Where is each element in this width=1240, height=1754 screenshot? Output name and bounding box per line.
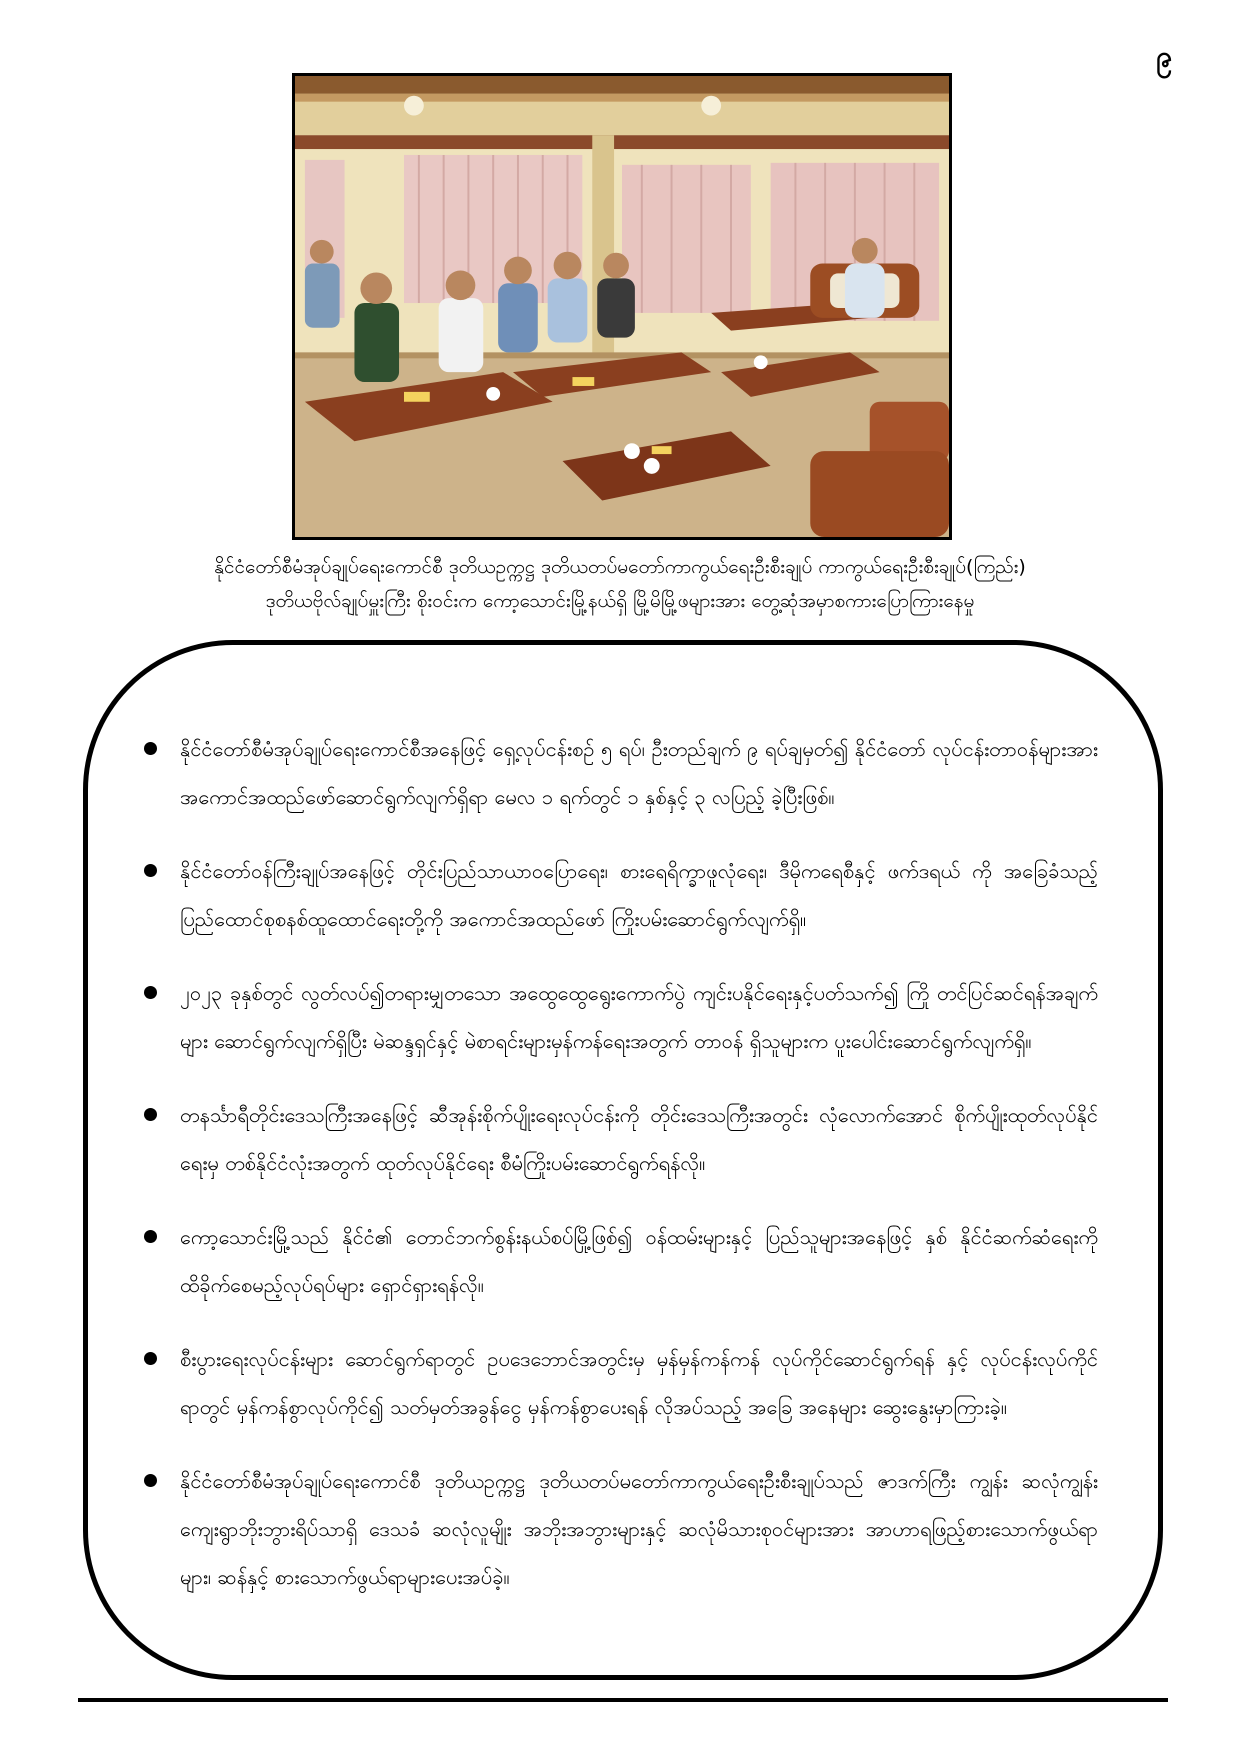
summary-box [83, 640, 1163, 1680]
photo-caption [100, 550, 1140, 618]
list-item-text: ၂၀၂၃ ခုနှစ်တွင် လွတ်လပ်၍တရားမျှတသော အထွေထွေရွေးကောက်ပွဲ ကျင်းပနိုင်ရေးနှင့်ပတ်သက်၍ ကြို တင်ပြင်ဆင်ရန်အချက်များ ဆောင်ရွက်လျက်ရှိပြီး မဲဆန္ဒရှင်နှင့် မဲစာရင်းများမှန်ကန်ရေးအတွက် တာဝန် ရှိသူများက ပူးပေါင်းဆောင်ရွက်လျက်ရှိ။ [180, 981, 1098, 1053]
caption-line-1: နိုင်ငံတော်စီမံအုပ်ချုပ်ရေးကောင်စီ ဒုတိယဥက္ကဋ္ဌ ဒုတိယတပ်မတော်ကာကွယ်ရေးဦးစီးချုပ် ကာကွယ်ရေးဦးစီးချုပ်(ကြည်း) [214, 556, 1026, 578]
list-item [138, 1213, 1098, 1309]
list-item-text: နိုင်ငံတော်စီမံအုပ်ချုပ်ရေးကောင်စီ ဒုတိယဥက္ကဋ္ဌ ဒုတိယတပ်မတော်ကာကွယ်ရေးဦးစီးချုပ်သည် ဇာဒက်ကြီး ကျွန်း ဆလုံကျွန်းကျေးရွာဘိုးဘွားရိပ်သာရှိ ဒေသခံ ဆလုံလူမျိုး အဘိုးအဘွားများနှင့် ဆလုံမိသားစုဝင်များအား အာဟာရဖြည့်စားသောက်ဖွယ်ရာများ၊ ဆန်နှင့် စားသောက်ဖွယ်ရာများပေးအပ်ခဲ့။ [180, 1469, 1098, 1589]
bullet-icon [144, 864, 157, 877]
bullet-icon [144, 1352, 157, 1365]
meeting-photo-illustration [295, 76, 949, 537]
list-item [138, 1457, 1098, 1601]
list-item [138, 1335, 1098, 1431]
list-item [138, 969, 1098, 1065]
bullet-icon [144, 1230, 157, 1243]
caption-line-2: ဒုတိယဗိုလ်ချုပ်မှူးကြီး စိုးဝင်းက ကော့သောင်းမြို့နယ်ရှိ မြို့မိမြို့ဖများအား တွေ့ဆုံအမှာစကားပြောကြားနေမှု [265, 590, 975, 612]
list-item-text: နိုင်ငံတော်စီမံအုပ်ချုပ်ရေးကောင်စီအနေဖြင့် ရှေ့လုပ်ငန်းစဉ် ၅ ရပ်၊ ဦးတည်ချက် ၉ ရပ်ချမှတ်၍ နိုင်ငံတော် လုပ်ငန်းတာဝန်များအား အကောင်အထည်ဖော်ဆောင်ရွက်လျက်ရှိရာ မေလ ၁ ရက်တွင် ၁ နှစ်နှင့် ၃ လပြည့် ခဲ့ပြီးဖြစ်။ [180, 737, 1098, 809]
list-item [138, 725, 1098, 821]
meeting-photo [292, 73, 952, 540]
list-item [138, 847, 1098, 943]
list-item-text: စီးပွားရေးလုပ်ငန်းများ ဆောင်ရွက်ရာတွင် ဥပဒေဘောင်အတွင်းမှ မှန်မှန်ကန်ကန် လုပ်ကိုင်ဆောင်ရွက်ရန် နှင့် လုပ်ငန်းလုပ်ကိုင်ရာတွင် မှန်ကန်စွာလုပ်ကိုင်၍ သတ်မှတ်အခွန်ငွေ မှန်ကန်စွာပေးရန် လိုအပ်သည့် အခြေ အနေများ ဆွေးနွေးမှာကြားခဲ့။ [180, 1347, 1098, 1419]
bullet-icon [144, 1474, 157, 1487]
page-number: ၉ [1156, 40, 1172, 73]
bullet-icon [144, 1108, 157, 1121]
list-item-text: ကော့သောင်းမြို့သည် နိုင်ငံ၏ တောင်ဘက်စွန်းနယ်စပ်မြို့ဖြစ်၍ ဝန်ထမ်းများနှင့် ပြည်သူများအနေဖြင့် နှစ် နိုင်ငံဆက်ဆံရေးကို ထိခိုက်စေမည့်လုပ်ရပ်များ ရှောင်ရှားရန်လို။ [180, 1225, 1098, 1297]
bottom-divider [78, 1698, 1168, 1702]
list-item-text: တနင်္သာရီတိုင်းဒေသကြီးအနေဖြင့် ဆီအုန်းစိုက်ပျိုးရေးလုပ်ငန်းကို တိုင်းဒေသကြီးအတွင်း လုံလောက်အောင် စိုက်ပျိုးထုတ်လုပ်နိုင်ရေးမှ တစ်နိုင်ငံလုံးအတွက် ထုတ်လုပ်နိုင်ရေး စီမံကြိုးပမ်းဆောင်ရွက်ရန်လို။ [180, 1103, 1098, 1175]
bullet-icon [144, 986, 157, 999]
list-item-text: နိုင်ငံတော်ဝန်ကြီးချုပ်အနေဖြင့် တိုင်းပြည်သာယာဝပြောရေး၊ စားရေရိက္ခာဖူလုံရေး၊ ဒီမိုကရေစီနှင့် ဖက်ဒရယ် ကို အခြေခံသည့် ပြည်ထောင်စုစနစ်ထူထောင်ရေးတို့ကို အကောင်အထည်ဖော် ကြိုးပမ်းဆောင်ရွက်လျက်ရှိ။ [180, 859, 1098, 931]
list-item [138, 1091, 1098, 1187]
bullet-list [138, 725, 1098, 1627]
bullet-icon [144, 742, 157, 755]
